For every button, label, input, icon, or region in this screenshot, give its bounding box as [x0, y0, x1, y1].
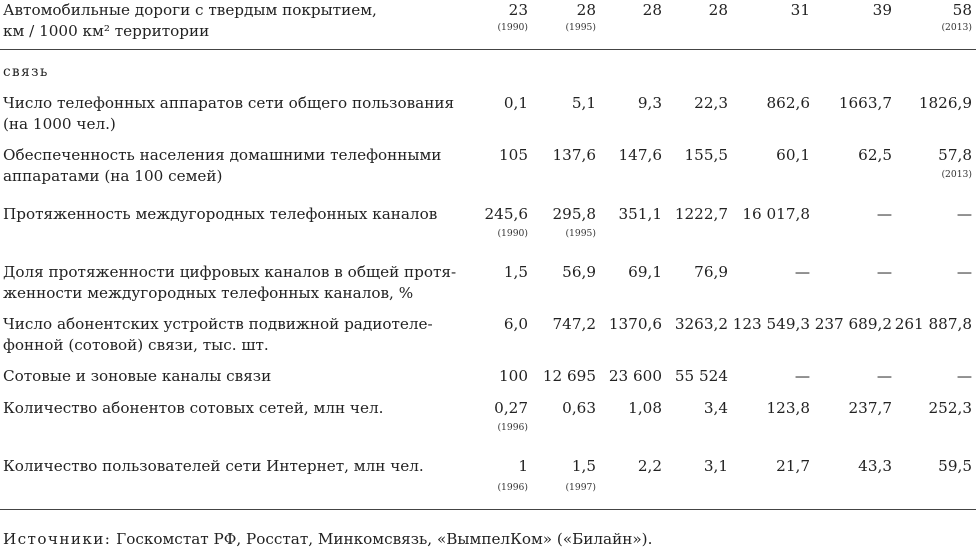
cell-value: 100 [499, 367, 528, 385]
year-note: (1996) [497, 482, 528, 493]
cell-value: 1,5 [503, 263, 528, 281]
cell-value: 23 600 [608, 367, 662, 385]
cell-value: 3,1 [703, 457, 728, 475]
cell-value: 747,2 [552, 315, 596, 333]
cell-value: 31 [790, 1, 810, 19]
cell-value: 123,8 [766, 399, 810, 417]
cell-value: 123 549,3 [732, 315, 810, 333]
cell-value: 237 689,2 [814, 315, 892, 333]
cell-value: 252,3 [928, 399, 972, 417]
cell-value: 155,5 [684, 146, 728, 164]
cell-value: 1,5 [571, 457, 596, 475]
cell-value: 295,8 [552, 205, 596, 223]
cell-value: 0,27 [494, 399, 528, 417]
row-label [3, 145, 489, 187]
cell-value: 1663,7 [838, 94, 892, 112]
row-label [3, 93, 489, 135]
cell-value: 147,6 [618, 146, 662, 164]
cell-value: 1370,6 [608, 315, 662, 333]
sources-footnote [3, 529, 652, 549]
row-label-line: Число абонентских устройств подвижной радиотеле- [3, 315, 433, 333]
cell-value: 2,2 [637, 457, 662, 475]
cell-value: 105 [499, 146, 528, 164]
cell-value: 60,1 [776, 146, 810, 164]
cell-value: 58 [952, 1, 972, 19]
cell-value: 1 [518, 457, 528, 475]
cell-value: 137,6 [552, 146, 596, 164]
footer-divider [0, 509, 976, 510]
row-label-line: Число телефонных аппаратов сети общего пользования [3, 94, 455, 112]
cell-value: 55 524 [674, 367, 728, 385]
year-note: (1995) [565, 22, 596, 33]
row-label-line: аппаратами (на 100 семей) [3, 167, 223, 185]
cell-value: 1826,9 [918, 94, 972, 112]
row-label [3, 456, 489, 477]
cell-value: 261 887,8 [894, 315, 972, 333]
sources-text: Госкомстат РФ, Росстат, Минкомсвязь, «ВымпелКом» («Билайн»). [111, 530, 653, 548]
row-label-line: Автомобильные дороги с твердым покрытием, [3, 1, 377, 19]
cell-value: 43,3 [858, 457, 892, 475]
cell-value: 22,3 [694, 94, 728, 112]
row-label-line: (на 1000 чел.) [3, 115, 116, 133]
cell-value: — [876, 367, 892, 385]
cell-value: 237,7 [848, 399, 892, 417]
row-label [3, 0, 489, 42]
cell-value: 28 [708, 1, 728, 19]
cell-value: 76,9 [694, 263, 728, 281]
cell-value: 69,1 [628, 263, 662, 281]
cell-value: 6,0 [503, 315, 528, 333]
cell-value: 28 [576, 1, 596, 19]
cell-value: 3263,2 [674, 315, 728, 333]
cell-value: — [794, 263, 810, 281]
cell-value: — [876, 263, 892, 281]
row-label-line: женности междугородных телефонных каналов, % [3, 284, 414, 302]
cell-value: — [794, 367, 810, 385]
cell-value: 1,08 [628, 399, 662, 417]
row-label-line: Количество абонентов сотовых сетей, млн чел. [3, 399, 384, 417]
cell-value: 59,5 [938, 457, 972, 475]
year-note: (1997) [565, 482, 596, 493]
cell-value: 0,1 [503, 94, 528, 112]
year-note: (1990) [497, 228, 528, 239]
cell-value: 3,4 [703, 399, 728, 417]
cell-value: 12 695 [542, 367, 596, 385]
cell-value: — [956, 367, 972, 385]
row-label [3, 204, 489, 225]
cell-value: 28 [642, 1, 662, 19]
cell-value: — [956, 263, 972, 281]
cell-value: 23 [508, 1, 528, 19]
year-note: (1990) [497, 22, 528, 33]
section-title: связь [3, 64, 49, 80]
cell-value: — [876, 205, 892, 223]
year-note: (1995) [565, 228, 596, 239]
year-note: (2013) [941, 169, 972, 180]
year-note: (2013) [941, 22, 972, 33]
cell-value: 39 [872, 1, 892, 19]
cell-value: 0,63 [562, 399, 596, 417]
row-label-line: Доля протяженности цифровых каналов в общей протя- [3, 263, 457, 281]
cell-value: 62,5 [858, 146, 892, 164]
cell-value: 5,1 [571, 94, 596, 112]
row-label-line: фонной (сотовой) связи, тыс. шт. [3, 336, 269, 354]
cell-value: 1222,7 [674, 205, 728, 223]
cell-value: 21,7 [776, 457, 810, 475]
row-label [3, 314, 489, 356]
row-label [3, 398, 489, 419]
sources-label: Источники: [3, 530, 112, 548]
row-label-line: Протяженность междугородных телефонных каналов [3, 205, 438, 223]
cell-value: 351,1 [618, 205, 662, 223]
row-label-line: Обеспеченность населения домашними телефонными [3, 146, 442, 164]
cell-value: 862,6 [766, 94, 810, 112]
year-note: (1996) [497, 422, 528, 433]
row-label [3, 262, 489, 304]
cell-value: — [956, 205, 972, 223]
cell-value: 56,9 [562, 263, 596, 281]
row-label [3, 366, 489, 387]
cell-value: 9,3 [637, 94, 662, 112]
row-label-line: км / 1000 км² территории [3, 22, 210, 40]
row-label-line: Сотовые и зоновые каналы связи [3, 367, 272, 385]
row-label-line: Количество пользователей сети Интернет, млн чел. [3, 457, 424, 475]
cell-value: 16 017,8 [742, 205, 810, 223]
section-divider [0, 49, 976, 50]
cell-value: 245,6 [484, 205, 528, 223]
cell-value: 57,8 [938, 146, 972, 164]
